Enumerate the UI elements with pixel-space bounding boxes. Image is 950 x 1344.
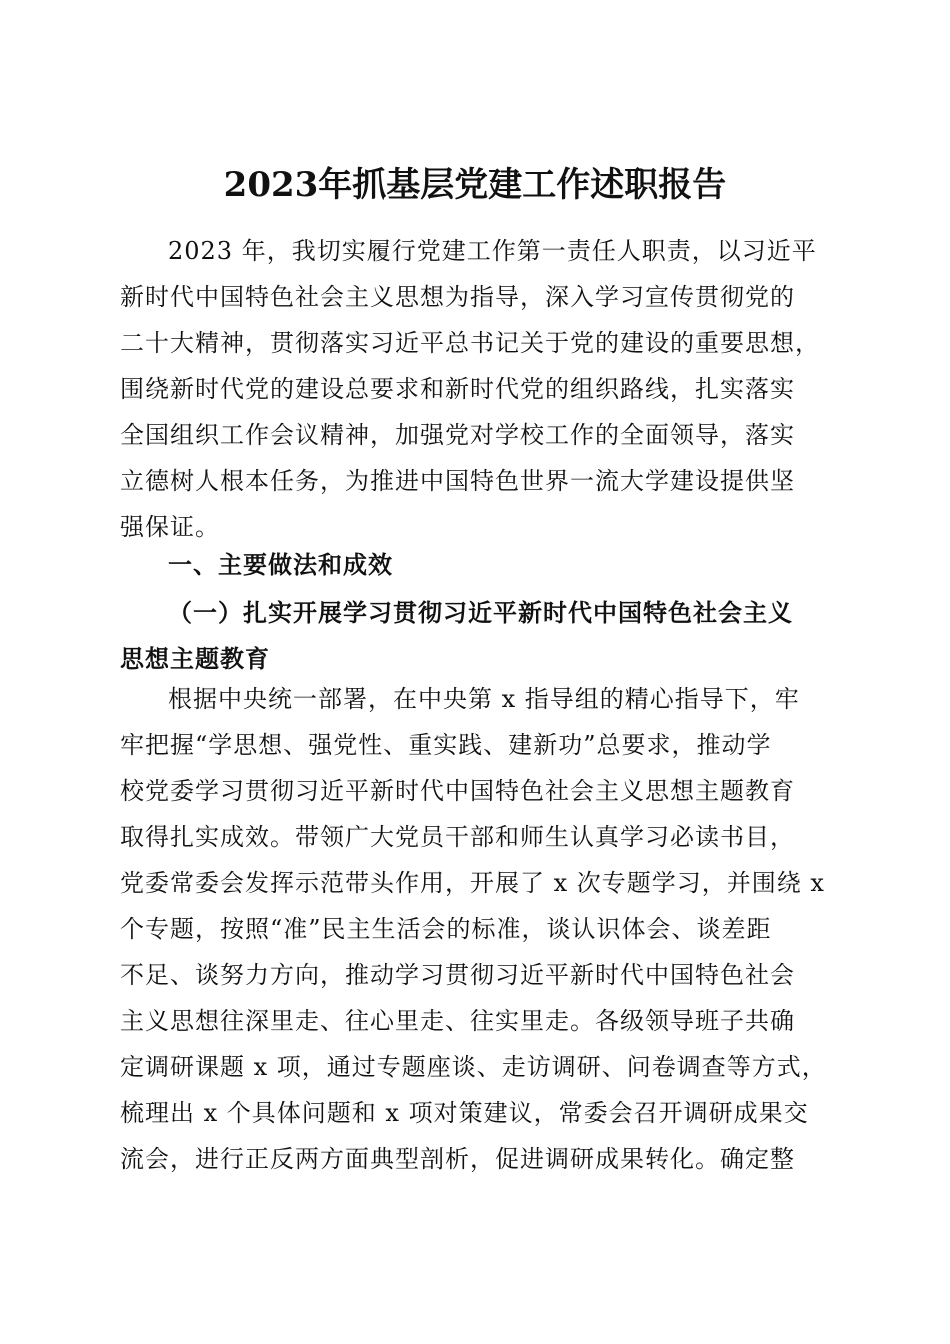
paragraph-line: 2023 年，我切实履行党建工作第一责任人职责，以习近平 xyxy=(168,237,817,265)
section-heading: 一、主要做法和成效 xyxy=(168,551,393,579)
intro-paragraph xyxy=(120,228,840,550)
paragraph-line: 牢把握“学思想、强党性、重实践、建新功”总要求，推动学 xyxy=(120,731,772,759)
paragraph-line: 全国组织工作会议精神，加强党对学校工作的全面领导，落实 xyxy=(120,421,795,449)
body-paragraph xyxy=(120,676,840,1182)
paragraph-line: 流会，进行正反两方面典型剖析，促进调研成果转化。确定整 xyxy=(120,1145,795,1173)
paragraph-line: 不足、谈努力方向，推动学习贯彻习近平新时代中国特色社会 xyxy=(120,961,795,989)
paragraph-line: 党委常委会发挥示范带头作用，开展了 x 次专题学习，并围绕 x xyxy=(120,869,825,897)
subsection-heading xyxy=(120,590,840,682)
paragraph-line: 强保证。 xyxy=(120,513,220,541)
document-title: 2023年抓基层党建工作述职报告 xyxy=(223,164,727,205)
paragraph-line: 根据中央统一部署，在中央第 x 指导组的精心指导下，牢 xyxy=(168,685,800,713)
paragraph-line: 梳理出 x 个具体问题和 x 项对策建议，常委会召开调研成果交 xyxy=(120,1099,809,1127)
paragraph-line: 立德树人根本任务，为推进中国特色世界一流大学建设提供坚 xyxy=(120,467,795,495)
heading-line: 思想主题教育 xyxy=(120,644,270,673)
paragraph-line: 个专题，按照“准”民主生活会的标准，谈认识体会、谈差距 xyxy=(120,915,772,943)
paragraph-line: 新时代中国特色社会主义思想为指导，深入学习宣传贯彻党的 xyxy=(120,283,795,311)
paragraph-line: 围绕新时代党的建设总要求和新时代党的组织路线，扎实落实 xyxy=(120,375,795,403)
paragraph-line: 二十大精神，贯彻落实习近平总书记关于党的建设的重要思想， xyxy=(120,329,820,357)
paragraph-line: 取得扎实成效。带领广大党员干部和师生认真学习必读书目， xyxy=(120,823,795,851)
paragraph-line: 校党委学习贯彻习近平新时代中国特色社会主义思想主题教育 xyxy=(120,777,795,805)
heading-line: （一）扎实开展学习贯彻习近平新时代中国特色社会主义 xyxy=(168,598,793,627)
paragraph-line: 定调研课题 x 项，通过专题座谈、走访调研、问卷调查等方式， xyxy=(120,1053,827,1081)
paragraph-line: 主义思想往深里走、往心里走、往实里走。各级领导班子共确 xyxy=(120,1007,795,1035)
